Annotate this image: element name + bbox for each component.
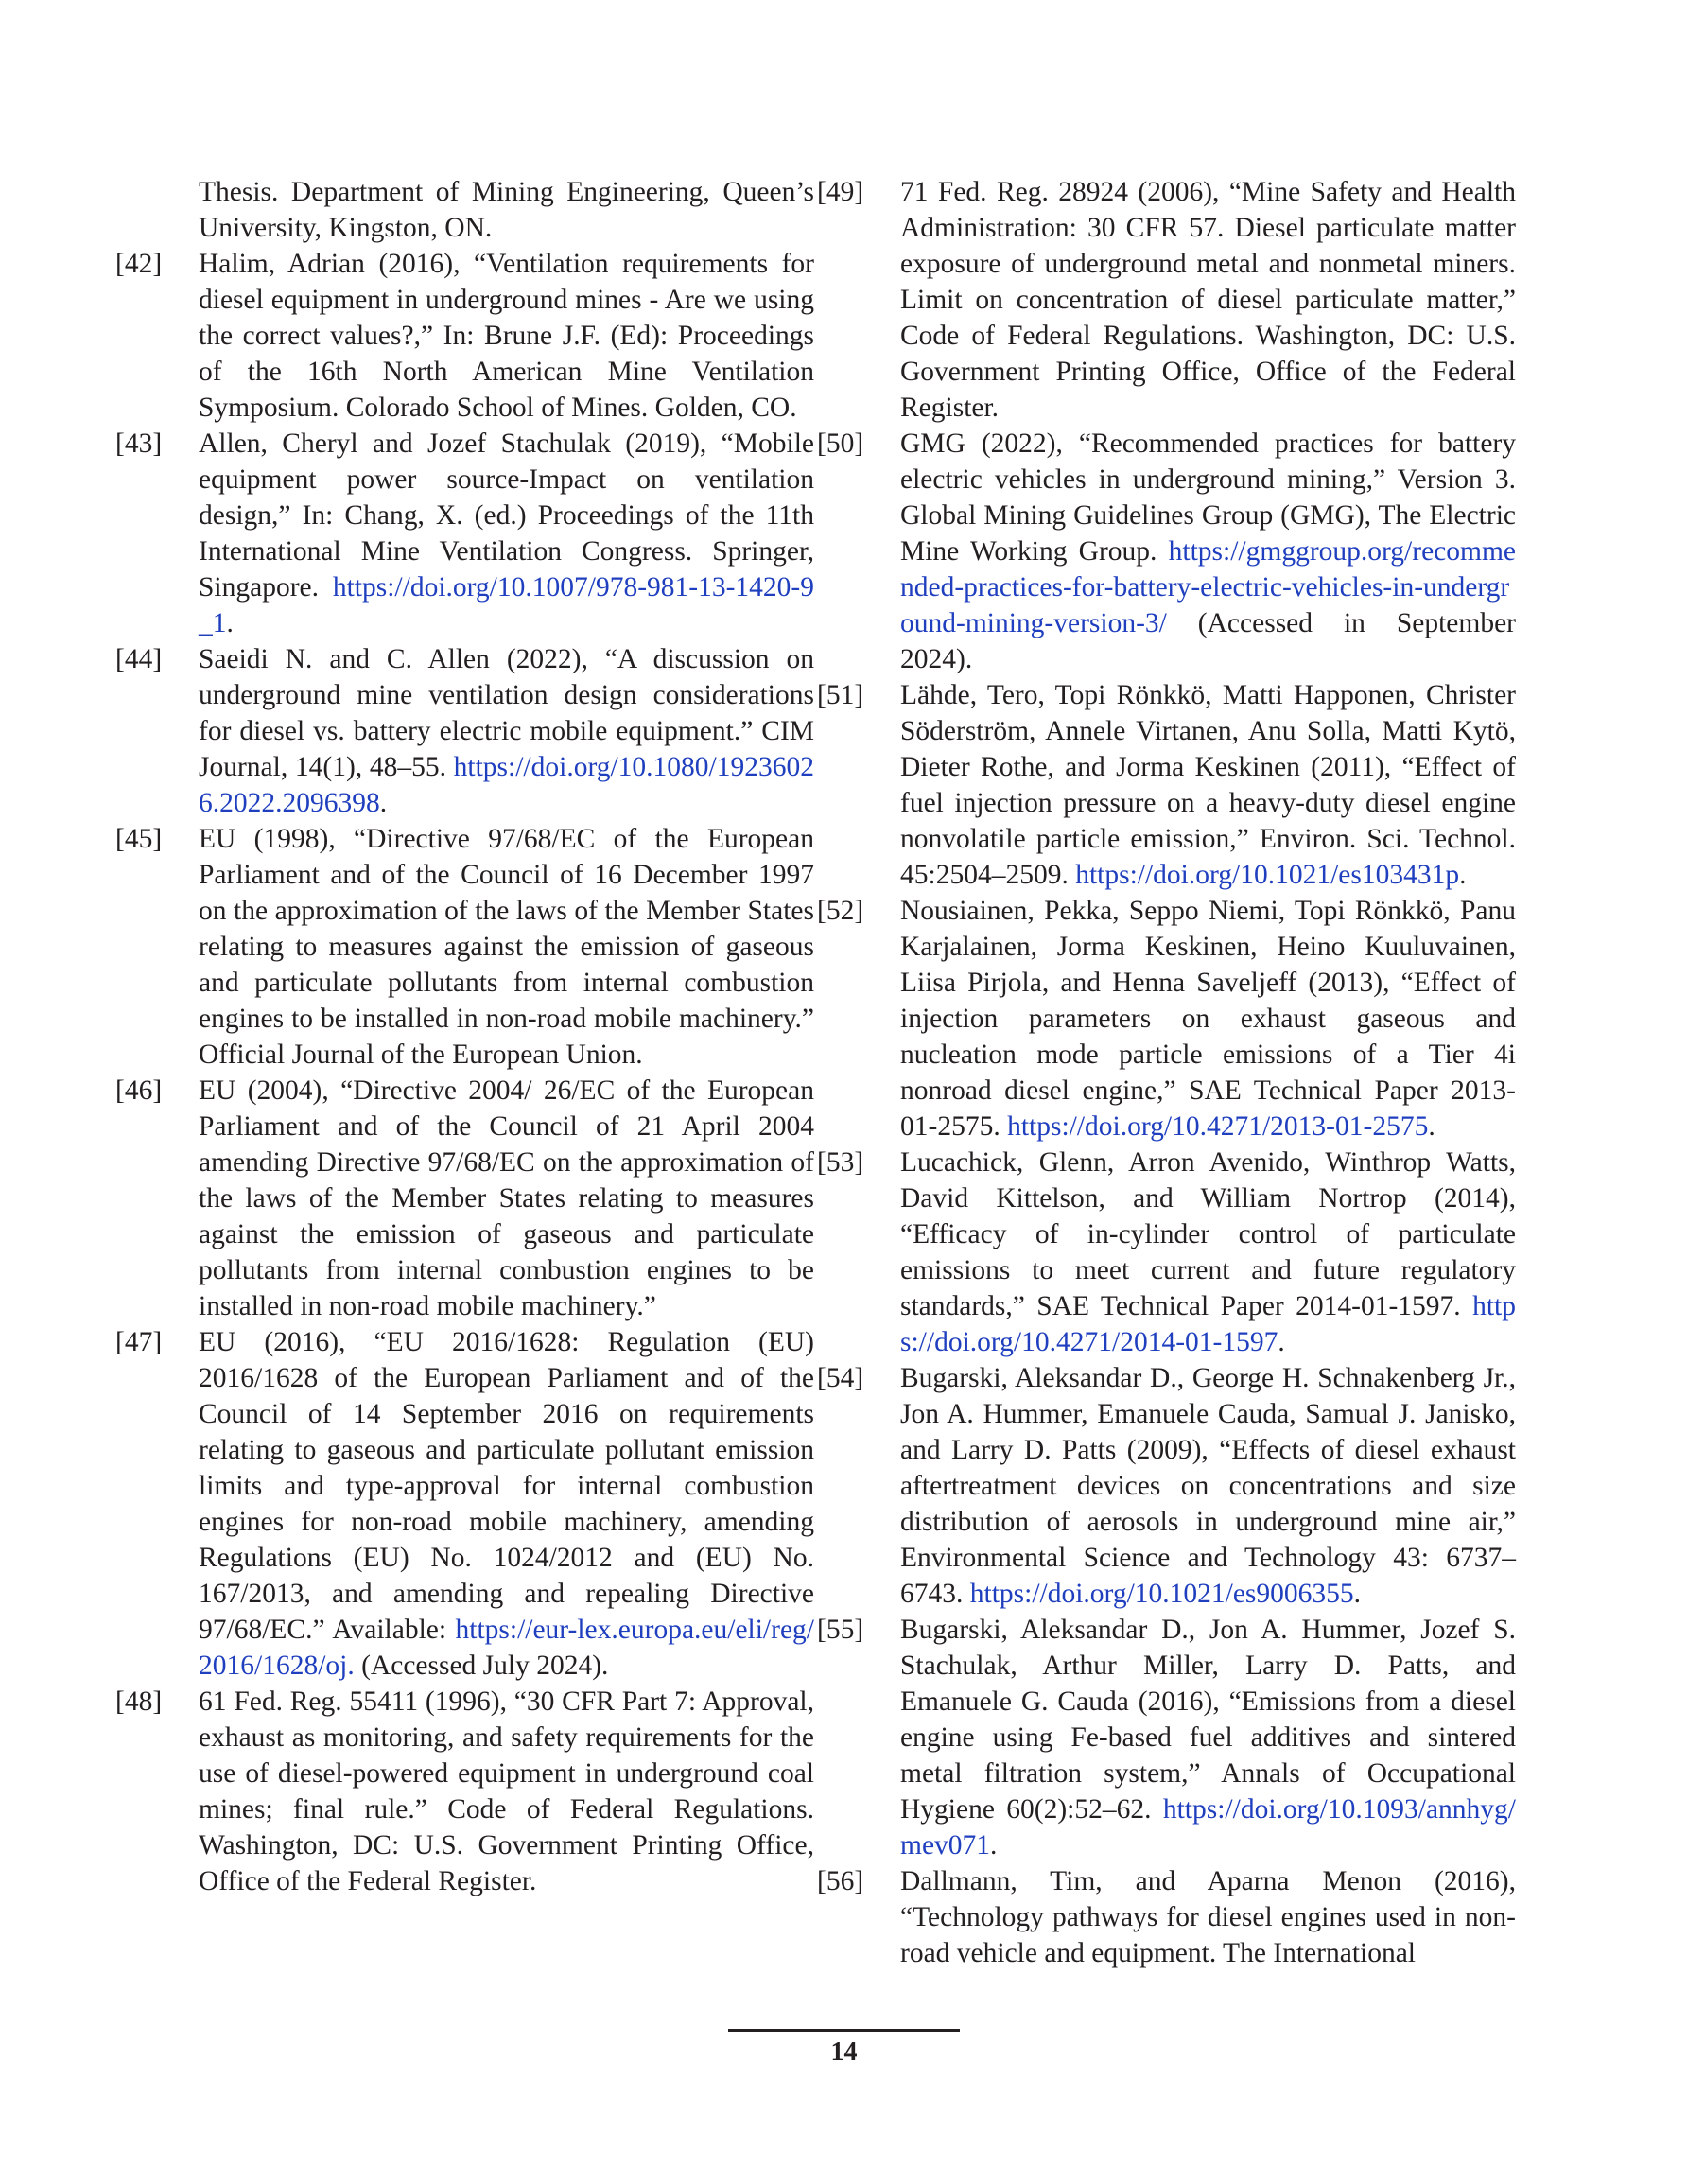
reference-number: [56] [817,1866,864,1896]
reference-body [199,1075,814,1321]
reference-entry [817,1863,1516,1971]
reference-text-after: . [990,1830,998,1861]
reference-body [199,1327,814,1681]
reference-list-right [817,174,1516,1971]
reference-text-after: . [1278,1327,1285,1357]
reference-number: [52] [817,896,864,926]
reference-body [199,1686,814,1896]
reference-entry [817,1144,1516,1360]
reference-continuation [157,174,814,246]
reference-text: Nousiainen, Pekka, Seppo Niemi, Topi Rönkkö, Panu Karjalainen, Jorma Keskinen, Heino Kuuluvainen, Liisa Pirjola, and Henna Saveljeff (2013), “Effect of injection parameters on exhaust gaseous and nucleation mode particle emissions of a Tier 4i nonroad diesel engine,” SAE Technical Paper 2013-01-2575. [900,896,1516,1142]
reference-text-after: . [1459,860,1467,890]
reference-text: Halim, Adrian (2016), “Ventilation requirements for diesel equipment in underground mines - Are we using the correct values?,” In: Brune J.F. (Ed): Proceedings of the 16th North American Mine Ventilation Symposium. Colorado School of Mines. Golden, CO. [199,249,814,423]
reference-body [900,1363,1516,1609]
reference-text: Thesis. Department of Mining Engineering, Queen’s University, Kingston, ON. [199,177,814,243]
reference-link[interactable]: https://doi.org/10.1080/19236026.2022.2096398 [199,752,814,818]
reference-entry [115,1073,814,1324]
reference-text-after: (Accessed in September 2024). [900,608,1516,674]
reference-number: [48] [115,1686,163,1717]
reference-text: GMG (2022), “Recommended practices for battery electric vehicles in underground mining,” Version 3. Global Mining Guidelines Group (GMG), The Electric Mine Working Group. [900,428,1516,567]
reference-list-left [115,246,814,1899]
reference-entry [115,641,814,821]
reference-text: EU (2016), “EU 2016/1628: Regulation (EU) 2016/1628 of the European Parliament and of the Council of 14 September 2016 on requirements relating to gaseous and particulate pollutant emission limits and type-approval for internal combustion engines for non-road mobile machinery, amending Regulations (EU) No. 1024/2012 and (EU) No. 167/2013, and amending and repealing Directive 97/68/EC.” Available: [199,1327,814,1645]
reference-text: 61 Fed. Reg. 55411 (1996), “30 CFR Part 7: Approval, exhaust as monitoring, and safety requirements for the use of diesel-powered equipment in underground coal mines; final rule.” Code of Federal Regulations. Washington, DC: U.S. Government Printing Office, Office of the Federal Register. [199,1686,814,1896]
reference-entry [817,893,1516,1144]
reference-entry [115,1324,814,1684]
reference-text: Lucachick, Glenn, Arron Avenido, Winthrop Watts, David Kittelson, and William Nortrop (2014), “Efficacy of in-cylinder control of particulate emissions to meet current and future regulatory standards,” SAE Technical Paper 2014-01-1597. [900,1147,1516,1321]
reference-number: [42] [115,249,163,279]
reference-entry [115,821,814,1073]
right-column [817,174,1516,1971]
reference-link[interactable]: https://doi.org/10.4271/2014-01-1597 [900,1291,1516,1357]
reference-number: [46] [115,1075,163,1106]
reference-entry [817,677,1516,893]
reference-text: Bugarski, Aleksandar D., George H. Schnakenberg Jr., Jon A. Hummer, Emanuele Cauda, Samual J. Janisko, and Larry D. Patts (2009), “Effects of diesel exhaust aftertreatment devices on concentrations and size distribution of aerosols in underground mine air,” Environmental Science and Technology 43: 6737–6743. [900,1363,1516,1609]
reference-link[interactable]: https://doi.org/10.4271/2013-01-2575 [1007,1111,1429,1142]
reference-text-after: . [1428,1111,1435,1142]
reference-entry [817,174,1516,426]
reference-text-after: . [1353,1579,1362,1609]
reference-link[interactable]: https://gmggroup.org/recommended-practices-for-battery-electric-vehicles-in-underground-mining-version-3/ [900,536,1516,638]
reference-body [199,249,814,423]
reference-number: [54] [817,1363,864,1393]
reference-body [900,428,1516,674]
reference-text-after: (Accessed July 2024). [354,1651,609,1681]
reference-link[interactable]: https://doi.org/10.1093/annhyg/mev071 [900,1794,1516,1861]
reference-body [199,644,814,818]
reference-number: [51] [817,680,864,710]
reference-text-after: . [226,608,234,638]
reference-text: EU (1998), “Directive 97/68/EC of the European Parliament and of the Council of 16 December 1997 on the approximation of the laws of the Member States relating to measures against the emission of gaseous and particulate pollutants from internal combustion engines to be installed in non-road mobile machinery.” Official Journal of the European Union. [199,824,814,1070]
page-number: 14 [830,2037,858,2067]
reference-entry [115,246,814,426]
reference-text: Dallmann, Tim, and Aparna Menon (2016), “Technology pathways for diesel engines used in non-road vehicle and equipment. The International [900,1866,1516,1968]
reference-number: [55] [817,1615,864,1645]
reference-number: [50] [817,428,864,459]
reference-body [900,1866,1516,1968]
reference-number: [53] [817,1147,864,1178]
reference-number: [49] [817,177,864,207]
reference-entry [115,426,814,641]
reference-text: Allen, Cheryl and Jozef Stachulak (2019), “Mobile equipment power source-Impact on ventilation design,” In: Chang, X. (ed.) Proceedings of the 11th International Mine Ventilation Congress. Springer, Singapore. [199,428,814,603]
reference-text: Saeidi N. and C. Allen (2022), “A discussion on underground mine ventilation design considerations for diesel vs. battery electric mobile equipment.” CIM Journal, 14(1), 48–55. [199,644,814,782]
reference-link[interactable]: https://doi.org/10.1007/978-981-13-1420-9_1 [199,572,814,638]
reference-body [199,428,814,638]
reference-entry [817,426,1516,677]
reference-body [900,1615,1516,1861]
reference-body [199,824,814,1070]
reference-number: [44] [115,644,163,674]
reference-text-after: . [379,788,388,818]
footer-rule [728,2029,960,2032]
reference-body [900,896,1516,1142]
reference-number: [45] [115,824,163,854]
reference-link[interactable]: https://eur-lex.europa.eu/eli/reg/2016/1628/oj. [199,1615,814,1681]
reference-number: [43] [115,428,163,459]
reference-body [900,680,1516,890]
reference-link[interactable]: https://doi.org/10.1021/es9006355 [969,1579,1354,1609]
reference-entry [817,1360,1516,1612]
reference-link[interactable]: https://doi.org/10.1021/es103431p [1075,860,1460,890]
reference-entry [817,1612,1516,1863]
left-column [115,174,814,1899]
reference-text: Bugarski, Aleksandar D., Jon A. Hummer, Jozef S. Stachulak, Arthur Miller, Larry D. Patts, and Emanuele G. Cauda (2016), “Emissions from a diesel engine using Fe-based fuel additives and sintered metal filtration system,” Annals of Occupational Hygiene 60(2):52–62. [900,1615,1516,1825]
reference-text: 71 Fed. Reg. 28924 (2006), “Mine Safety and Health Administration: 30 CFR 57. Diesel particulate matter exposure of underground metal and nonmetal miners. Limit on concentration of diesel particulate matter,” Code of Federal Regulations. Washington, DC: U.S. Government Printing Office, Office of the Federal Register. [900,177,1516,423]
reference-number: [47] [115,1327,163,1357]
reference-text: EU (2004), “Directive 2004/ 26/EC of the European Parliament and of the Council of 21 April 2004 amending Directive 97/68/EC on the approximation of the laws of the Member States relating to measures against the emission of gaseous and particulate pollutants from internal combustion engines to be installed in non-road mobile machinery.” [199,1075,814,1321]
reference-body [900,1147,1516,1357]
reference-entry [115,1684,814,1899]
reference-text: Lähde, Tero, Topi Rönkkö, Matti Happonen, Christer Söderström, Annele Virtanen, Anu Solla, Matti Kytö, Dieter Rothe, and Jorma Keskinen (2011), “Effect of fuel injection pressure on a heavy-duty diesel engine nonvolatile particle emission,” Environ. Sci. Technol. 45:2504–2509. [900,680,1516,890]
reference-body [900,177,1516,423]
